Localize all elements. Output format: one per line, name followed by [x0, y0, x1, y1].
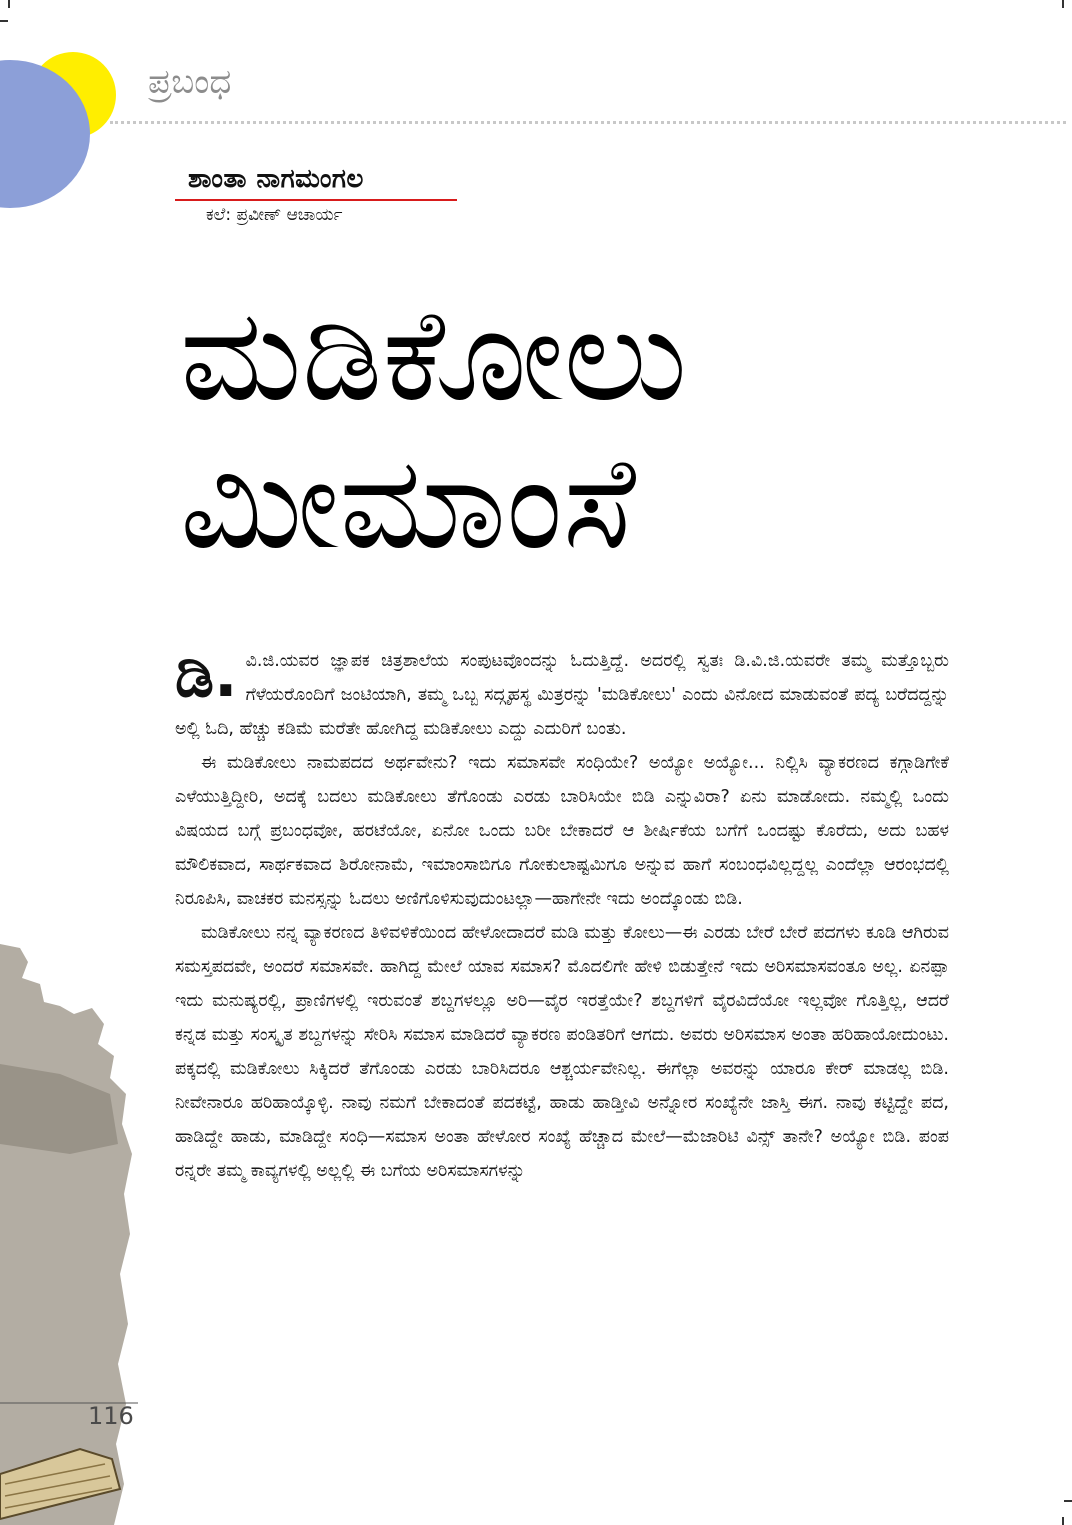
- paragraph-1-text: ವಿ.ಜಿ.ಯವರ ಜ್ಞಾಪಕ ಚಿತ್ರಶಾಲೆಯ ಸಂಪುಟವೊಂದನ್ನು ಓದುತ್ತಿದ್ದೆ. ಅದರಲ್ಲಿ ಸ್ವತಃ ಡಿ.ವಿ.ಜಿ.ಯವರೇ ತಮ್ಮ ಮತ್ತೊಬ್ಬರು ಗೆಳೆಯರೊಂದಿಗೆ ಜಂಟಿಯಾಗಿ, ತಮ್ಮ ಒಬ್ಬ ಸದ್ಗೃಹಸ್ಥ ಮಿತ್ರರನ್ನು 'ಮಡಿಕೋಲು' ಎಂದು ವಿನೋದ ಮಾಡುವಂತೆ ಪದ್ಯ ಬರೆದದ್ದನ್ನು ಅಲ್ಲಿ ಓದಿ, ಹೆಚ್ಚು ಕಡಿಮೆ ಮರೆತೇ ಹೋಗಿದ್ದ ಮಡಿಕೋಲು ಎದ್ದು ಎದುರಿಗೆ ಬಂತು.: [175, 651, 949, 739]
- torn-paper-shape: [0, 944, 132, 1525]
- title-line-2: ಮೀಮಾಂಸೆ: [180, 429, 636, 578]
- header-dotted-rule: [110, 121, 1066, 124]
- crop-mark-top-right: [1062, 0, 1064, 8]
- crop-mark-left: [0, 20, 8, 22]
- article-body: [175, 638, 949, 1188]
- section-label: ಪ್ರಬಂಧ: [148, 62, 232, 102]
- crop-mark-top-left: [8, 0, 10, 8]
- crop-mark-bottom-right: [1062, 1517, 1064, 1525]
- illustrator-credit: ಕಲೆ: ಪ್ರವೀಣ್ ಆಚಾರ್ಯ: [206, 205, 343, 225]
- author-name: ಶಾಂತಾ ನಾಗಮಂಗಲ: [188, 164, 364, 194]
- author-underline: [175, 199, 457, 201]
- illustration-fragment: [0, 944, 138, 1525]
- drop-cap: ಡಿ.: [175, 638, 238, 711]
- paragraph-3: ಮಡಿಕೋಲು ನನ್ನ ವ್ಯಾಕರಣದ ತಿಳಿವಳಿಕೆಯಿಂದ ಹೇಳೋದಾದರೆ ಮಡಿ ಮತ್ತು ಕೋಲು—ಈ ಎರಡು ಬೇರೆ ಬೇರೆ ಪದಗಳು ಕೂಡಿ ಆಗಿರುವ ಸಮಸ್ತಪದವೇ, ಅಂದರೆ ಸಮಾಸವೇ. ಹಾಗಿದ್ದ ಮೇಲೆ ಯಾವ ಸಮಾಸ? ಮೊದಲಿಗೇ ಹೇಳಿ ಬಿಡುತ್ತೇನೆ ಇದು ಅರಿಸಮಾಸವಂತೂ ಅಲ್ಲ. ಏನಪ್ಪಾ ಇದು ಮನುಷ್ಯರಲ್ಲಿ, ಪ್ರಾಣಿಗಳಲ್ಲಿ ಇರುವಂತೆ ಶಬ್ದಗಳಲ್ಲೂ ಅರಿ—ವೈರ ಇರತ್ತೆಯೇ? ಶಬ್ದಗಳಿಗೆ ವೈರವಿದೆಯೋ ಇಲ್ಲವೋ ಗೊತ್ತಿಲ್ಲ, ಆದರೆ ಕನ್ನಡ ಮತ್ತು ಸಂಸ್ಕೃತ ಶಬ್ದಗಳನ್ನು ಸೇರಿಸಿ ಸಮಾಸ ಮಾಡಿದರೆ ವ್ಯಾಕರಣ ಪಂಡಿತರಿಗೆ ಆಗದು. ಅವರು ಅರಿಸಮಾಸ ಅಂತಾ ಹರಿಹಾಯೋದುಂಟು. ಪಕ್ಕದಲ್ಲಿ ಮಡಿಕೋಲು ಸಿಕ್ಕಿದರೆ ತೆಗೊಂಡು ಎರಡು ಬಾರಿಸಿದರೂ ಆಶ್ಚರ್ಯವೇನಿಲ್ಲ. ಈಗೆಲ್ಲಾ ಅವರನ್ನು ಯಾರೂ ಕೇರ್ ಮಾಡಲ್ಲ ಬಿಡಿ. ನೀವೇನಾರೂ ಹರಿಹಾಯ್ಕೊಳ್ಳಿ. ನಾವು ನಮಗೆ ಬೇಕಾದಂತೆ ಪದಕಟ್ಟೆ, ಹಾಡು ಹಾಡ್ತೀವಿ ಅನ್ನೋರ ಸಂಖ್ಯೆನೇ ಜಾಸ್ತಿ ಈಗ. ನಾವು ಕಟ್ಟಿದ್ದೇ ಪದ, ಹಾಡಿದ್ದೇ ಹಾಡು, ಮಾಡಿದ್ದೇ ಸಂಧಿ—ಸಮಾಸ ಅಂತಾ ಹೇಳೋರ ಸಂಖ್ಯೆ ಹೆಚ್ಚಾದ ಮೇಲೆ—ಮೆಜಾರಿಟಿ ವಿನ್ಸ್ ತಾನೇ? ಅಯ್ಯೋ ಬಿಡಿ. ಪಂಪ ರನ್ನರೇ ತಮ್ಮ ಕಾವ್ಯಗಳಲ್ಲಿ ಅಲ್ಲಲ್ಲಿ ಈ ಬಗೆಯ ಅರಿಸಮಾಸಗಳನ್ನು: [175, 923, 949, 1181]
- crop-mark-right: [1064, 1500, 1072, 1502]
- page-number: 116: [88, 1402, 134, 1430]
- article-title: [180, 282, 1040, 578]
- paragraph-1: [175, 638, 949, 746]
- paragraph-2: ಈ ಮಡಿಕೋಲು ನಾಮಪದದ ಅರ್ಥವೇನು? ಇದು ಸಮಾಸವೇ ಸಂಧಿಯೇ? ಅಯ್ಯೋ ಅಯ್ಯೋ... ನಿಲ್ಲಿಸಿ ವ್ಯಾಕರಣದ ಕಗ್ಗಾಡಿಗೇಕೆ ಎಳೆಯುತ್ತಿದ್ದೀರಿ, ಅದಕ್ಕೆ ಬದಲು ಮಡಿಕೋಲು ತೆಗೊಂಡು ಎರಡು ಬಾರಿಸಿಯೇ ಬಿಡಿ ಎನ್ನುವಿರಾ? ಏನು ಮಾಡೋದು. ನಮ್ಮಲ್ಲಿ ಒಂದು ವಿಷಯದ ಬಗ್ಗೆ ಪ್ರಬಂಧವೋ, ಹರಟೆಯೋ, ಏನೋ ಒಂದು ಬರೀ ಬೇಕಾದರೆ ಆ ಶೀರ್ಷಿಕೆಯ ಬಗೆಗೆ ಒಂದಷ್ಟು ಕೊರೆದು, ಅದು ಬಹಳ ಮೌಲಿಕವಾದ, ಸಾರ್ಥಕವಾದ ಶಿರೋನಾಮೆ, ಇಮಾಂಸಾಬಿಗೂ ಗೋಕುಲಾಷ್ಟಮಿಗೂ ಅನ್ನುವ ಹಾಗೆ ಸಂಬಂಧವಿಲ್ಲದ್ದಲ್ಲ ಎಂದೆಲ್ಲಾ ಆರಂಭದಲ್ಲಿ ನಿರೂಪಿಸಿ, ವಾಚಕರ ಮನಸ್ಸನ್ನು ಓದಲು ಅಣಿಗೊಳಿಸುವುದುಂಟಲ್ಲಾ—ಹಾಗೇನೇ ಇದು ಅಂದ್ಕೊಂಡು ಬಿಡಿ.: [175, 753, 949, 909]
- title-line-1: ಮಡಿಕೋಲು: [180, 281, 688, 430]
